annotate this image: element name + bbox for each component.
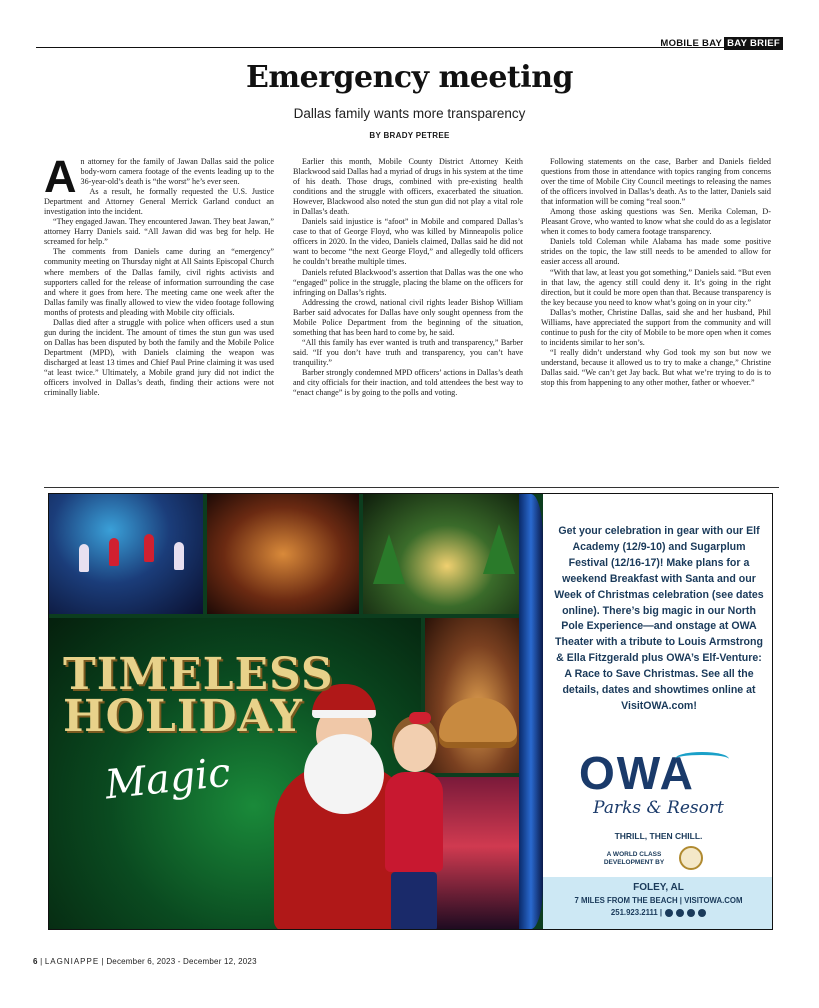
ad-photo-theater xyxy=(49,494,203,614)
issue-dates: December 6, 2023 - December 12, 2023 xyxy=(106,957,257,966)
dancer-figure xyxy=(174,542,184,570)
page-footer: 6 | LAGNIAPPE | December 6, 2023 - December 12, 2023 xyxy=(33,957,257,966)
paragraph: Dallas’s mother, Christine Dallas, said she and her husband, Phil Williams, have appreciated the support from the community and will continue to push for the city of Mobile to be more open when it comes to incidents similar to her son’s. xyxy=(541,307,771,347)
owa-tagline: THRILL, THEN CHILL. xyxy=(614,831,703,841)
ad-info-panel xyxy=(543,494,773,929)
publication-name: LAGNIAPPE xyxy=(44,957,100,966)
byline: BY BRADY PETREE xyxy=(369,131,450,140)
paragraph: Daniels told Coleman while Alabama has made some positive strides on the topic, the law still needs to be amended to allow for easier access all around. xyxy=(541,237,771,267)
ad-contact[interactable]: 7 MILES FROM THE BEACH | VISITOWA.COM xyxy=(574,896,743,905)
dancer-figure xyxy=(144,534,154,562)
girl-figure xyxy=(379,724,449,930)
pancakes-shape xyxy=(439,698,517,742)
owa-developer: A WORLD CLASS DEVELOPMENT BY xyxy=(603,851,665,866)
ad-photo-village xyxy=(207,494,359,614)
paragraph: “With that law, at least you got something,” Daniels said. “But even in that law, the agency still could deny it. It’s going in the right direction, but it could be more open than that. Because transparency is the key because you need to know what’s going on in your city.” xyxy=(541,267,771,307)
twitter-icon[interactable] xyxy=(676,909,684,917)
deck: Dallas family wants more transparency xyxy=(293,106,526,121)
paragraph: “I really didn’t understand why God took my son but now we understand, because it allowed us to try to make a change,” Christine Dallas said. “We can’t get Jay back. But what we’re trying to do is to stop this from happening to any other mother, father or whoever.” xyxy=(541,347,771,388)
section-tag xyxy=(660,37,783,50)
owa-advertisement[interactable] xyxy=(48,493,773,930)
owa-swoosh-icon xyxy=(675,752,729,766)
dancer-figure xyxy=(109,538,119,566)
ad-title-line-2: HOLIDAY xyxy=(63,691,303,742)
tribal-seal-icon xyxy=(679,846,703,870)
paragraph: The comments from Daniels came during an “emergency” community meeting on Thursday night at All Saints Episcopal Church where members of the Dallas family, civil rights activists and supporters called for the release of information surrounding the case and where it goes from here. The meeting came one week after the Dallas family was finally allowed to view the video footage following months of protests and pleading with Mobile city officials. xyxy=(44,247,274,317)
tripadvisor-icon[interactable] xyxy=(698,909,706,917)
instagram-icon[interactable] xyxy=(687,909,695,917)
paragraph: Daniels refuted Blackwood’s assertion that Dallas was the one who “engaged” police in the struggle, placing the blame on the officers for infringing on Dallas’s rights. xyxy=(293,267,523,297)
article-column-2 xyxy=(293,157,523,398)
paragraph-text: n attorney for the family of Jawan Dallas said the police body-worn camera footage of the events leading up to the 36-year-old’s death is “the worst” he’s ever seen. xyxy=(80,157,274,187)
ad-title-line-1: TIMELESS xyxy=(63,649,334,700)
ad-location: FOLEY, AL xyxy=(633,882,684,893)
ad-copy: Get your celebration in gear with our Elf Academy (12/9-10) and Sugarplum Festival (12/16-17)! Make plans for a weekend Breakfast with Santa and our Week of Christmas celebration (see dates online). There’s big magic in our North Pole Experience—and onstage at OWA Theater with a tribute to Louis Armstrong & Ella Fitzgerald plus OWA’s Elf-Venture: A Race to Save Christmas. See all the details, dates and showtimes online at VisitOWA.com! xyxy=(554,525,764,712)
facebook-icon[interactable] xyxy=(665,909,673,917)
ad-title xyxy=(63,649,334,742)
article-column-3 xyxy=(541,157,771,388)
paragraph: Barber strongly condemned MPD officers’ actions in Dallas’s death and city officials for their inaction, and told attendees the best way to “enact change” is by going to the polls and voting. xyxy=(293,367,523,398)
paragraph: Following statements on the case, Barber and Daniels fielded questions from those in attendance with topics ranging from concerns over the time of Mobile City Council meetings to releasing the names of the officers involved in Dallas’s death. As to the latter, Daniels said that information will be coming “real soon.” xyxy=(541,157,771,207)
paragraph: Addressing the crowd, national civil rights leader Bishop William Barber said advocates for Dallas have only sought openness from the Mobile Police Department from the beginning of the situation, something that has been hard to come by, he said. xyxy=(293,297,523,337)
paragraph: Daniels said injustice is “afoot” in Mobile and compared Dallas’s case to that of George Floyd, who was killed by Minneapolis police officers in 2020. In the video, Daniels claimed, Dallas said he did not want to become “the next George Floyd,” and allegedly told officers he couldn’t breathe multiple times. xyxy=(293,217,523,267)
ad-phone[interactable]: 251.923.2111 | xyxy=(610,908,663,917)
paragraph: As a result, he formally requested the U.S. Justice Department and Attorney General Merrick Garland conduct an investigation into the incident. xyxy=(44,187,274,217)
dancer-figure xyxy=(79,544,89,572)
ad-title-magic: Magic xyxy=(102,749,233,809)
section-tag-b: BAY BRIEF xyxy=(724,37,783,50)
owa-logo: OWA xyxy=(579,747,695,799)
article-column-1 xyxy=(44,151,274,398)
ad-phone-row xyxy=(543,908,773,917)
dropcap: A xyxy=(44,151,77,202)
paragraph: Earlier this month, Mobile County District Attorney Keith Blackwood said Dallas had a myriad of drugs in his system at the time of his death. Those drugs, combined with pre-existing health conditions and the struggle with officers, exacerbated the situation. However, Blackwood also noted the stun gun did not play a vital role in Dallas’s death. xyxy=(293,157,523,217)
paragraph: “They engaged Jawan. They encountered Jawan. They beat Jawan,” attorney Harry Daniels said. “All Jawan did was beg for help. He screamed for help.” xyxy=(44,217,274,247)
ad-photo-santa-sleigh xyxy=(363,494,531,614)
paragraph: Dallas died after a struggle with police when officers used a stun gun during the incident. The amount of times the stun gun was used on Dallas has been disputed by both the family and the Mobile Police Department (MPD), with Daniels claiming the weapon was discharged at least 13 times and Chief Paul Prine claiming it was used “at least twice.” Ultimately, a Mobile grand jury did not indict the officers involved in Dallas’s death, finding their actions were not criminally liable. xyxy=(44,317,274,398)
section-tag-a: MOBILE BAY xyxy=(660,38,723,49)
page-number: 6 xyxy=(33,957,38,966)
paragraph: “All this family has ever wanted is truth and transparency,” Barber said. “If you don’t have truth and transparency, you can’t have tranquility.” xyxy=(293,337,523,367)
headline: Emergency meeting xyxy=(246,60,573,95)
ad-photo-collage xyxy=(49,494,531,929)
paragraph: Among those asking questions was Sen. Merika Coleman, D-Pleasant Grove, who wanted to know what she could do as a legislator when it comes to body camera footage transparency. xyxy=(541,207,771,237)
tree-shape xyxy=(483,524,515,574)
ad-footer xyxy=(543,877,773,929)
article-divider xyxy=(44,487,779,488)
tree-shape xyxy=(373,534,405,584)
owa-parks-resort: Parks & Resort xyxy=(593,798,724,818)
ad-wave-divider xyxy=(519,494,543,929)
